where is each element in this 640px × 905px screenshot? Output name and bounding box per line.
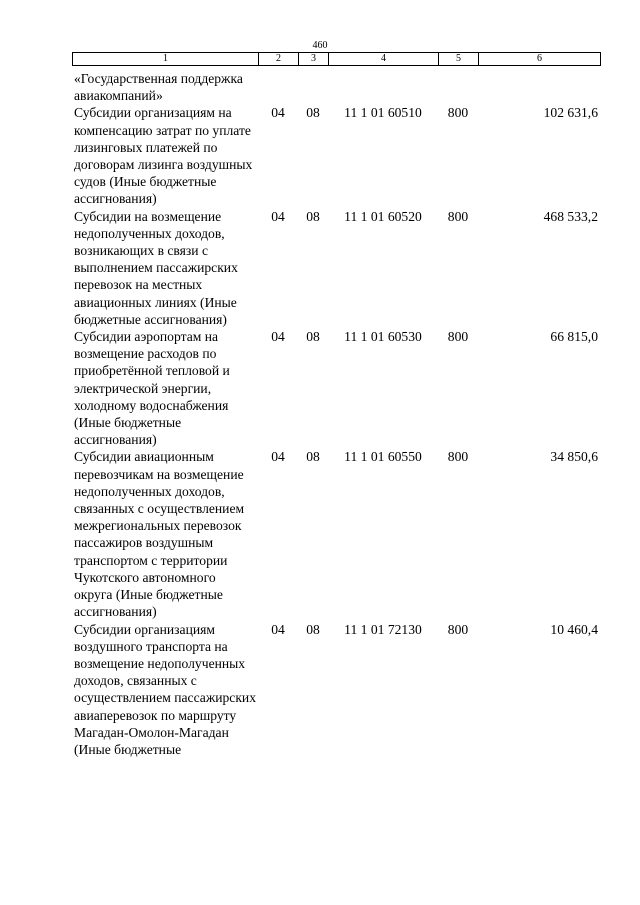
row-target: 11 1 01 72130 <box>344 621 422 637</box>
row-amount <box>478 70 600 104</box>
header-col-4: 4 <box>329 53 439 66</box>
budget-table <box>72 70 600 758</box>
row-name: Субсидии авиационным перевозчикам на возмещение недополученных доходов, связанных с осуществлением межрегиональных перевозок пассажиров воздушным транспортом с территории Чукотского автономного округа (Иные бюджетные ассигнования) <box>74 449 245 620</box>
row-section: 04 <box>271 208 285 224</box>
column-number-header <box>72 52 601 66</box>
row-name: «Государственная поддержка авиакомпаний» <box>74 71 243 104</box>
row-expense: 800 <box>447 621 469 637</box>
header-col-2: 2 <box>259 53 299 66</box>
row-subsection: 08 <box>306 329 320 345</box>
row-amount: 468 533,2 <box>543 208 598 224</box>
table-row <box>72 70 600 104</box>
table-row <box>72 328 600 448</box>
row-name: Субсидии аэропортам на возмещение расходов по приобретённой тепловой и электрической энергии, холодному водоснабжения (Иные бюджетные ассигнования) <box>74 329 230 448</box>
row-section: 04 <box>271 105 285 121</box>
row-name: Субсидии организациям воздушного транспорта на возмещение недополученных доходов, связанных с осуществлением пассажирских авиаперевозок по маршруту Магадан-Омолон-Магадан (Иные бюджетные <box>74 621 256 757</box>
row-subsection <box>298 70 328 104</box>
row-target: 11 1 01 60510 <box>344 105 422 121</box>
row-subsection: 08 <box>306 621 320 637</box>
row-expense: 800 <box>447 208 469 224</box>
row-subsection: 08 <box>306 208 320 224</box>
row-section: 04 <box>271 621 285 637</box>
header-col-5: 5 <box>439 53 479 66</box>
table-row <box>72 104 600 207</box>
row-target: 11 1 01 60520 <box>344 208 422 224</box>
table-row <box>72 208 600 328</box>
row-amount: 66 815,0 <box>550 329 598 345</box>
row-section <box>258 70 298 104</box>
row-amount: 34 850,6 <box>550 449 598 465</box>
header-col-1: 1 <box>73 53 259 66</box>
header-col-3: 3 <box>299 53 329 66</box>
header-row <box>73 53 601 66</box>
row-subsection: 08 <box>306 105 320 121</box>
table-row <box>72 621 600 759</box>
row-section: 04 <box>271 449 285 465</box>
row-name: Субсидии организациям на компенсацию затрат по уплате лизинговых платежей по договорам лизинга воздушных судов (Иные бюджетные ассигнования) <box>74 105 253 207</box>
row-target: 11 1 01 60530 <box>344 329 422 345</box>
row-expense: 800 <box>447 329 469 345</box>
row-target <box>328 70 438 104</box>
row-expense <box>438 70 478 104</box>
row-expense: 800 <box>447 449 469 465</box>
row-name: Субсидии на возмещение недополученных доходов, возникающих в связи с выполнением пассажирских перевозок на местных авиационных линиях (Иные бюджетные ассигнования) <box>74 208 238 327</box>
row-amount: 10 460,4 <box>550 621 598 637</box>
table-row <box>72 448 600 620</box>
row-subsection: 08 <box>306 449 320 465</box>
row-amount: 102 631,6 <box>543 105 598 121</box>
page-number: 460 <box>312 40 328 51</box>
row-target: 11 1 01 60550 <box>344 449 422 465</box>
row-expense: 800 <box>447 105 469 121</box>
header-col-6: 6 <box>479 53 601 66</box>
row-section: 04 <box>271 329 285 345</box>
